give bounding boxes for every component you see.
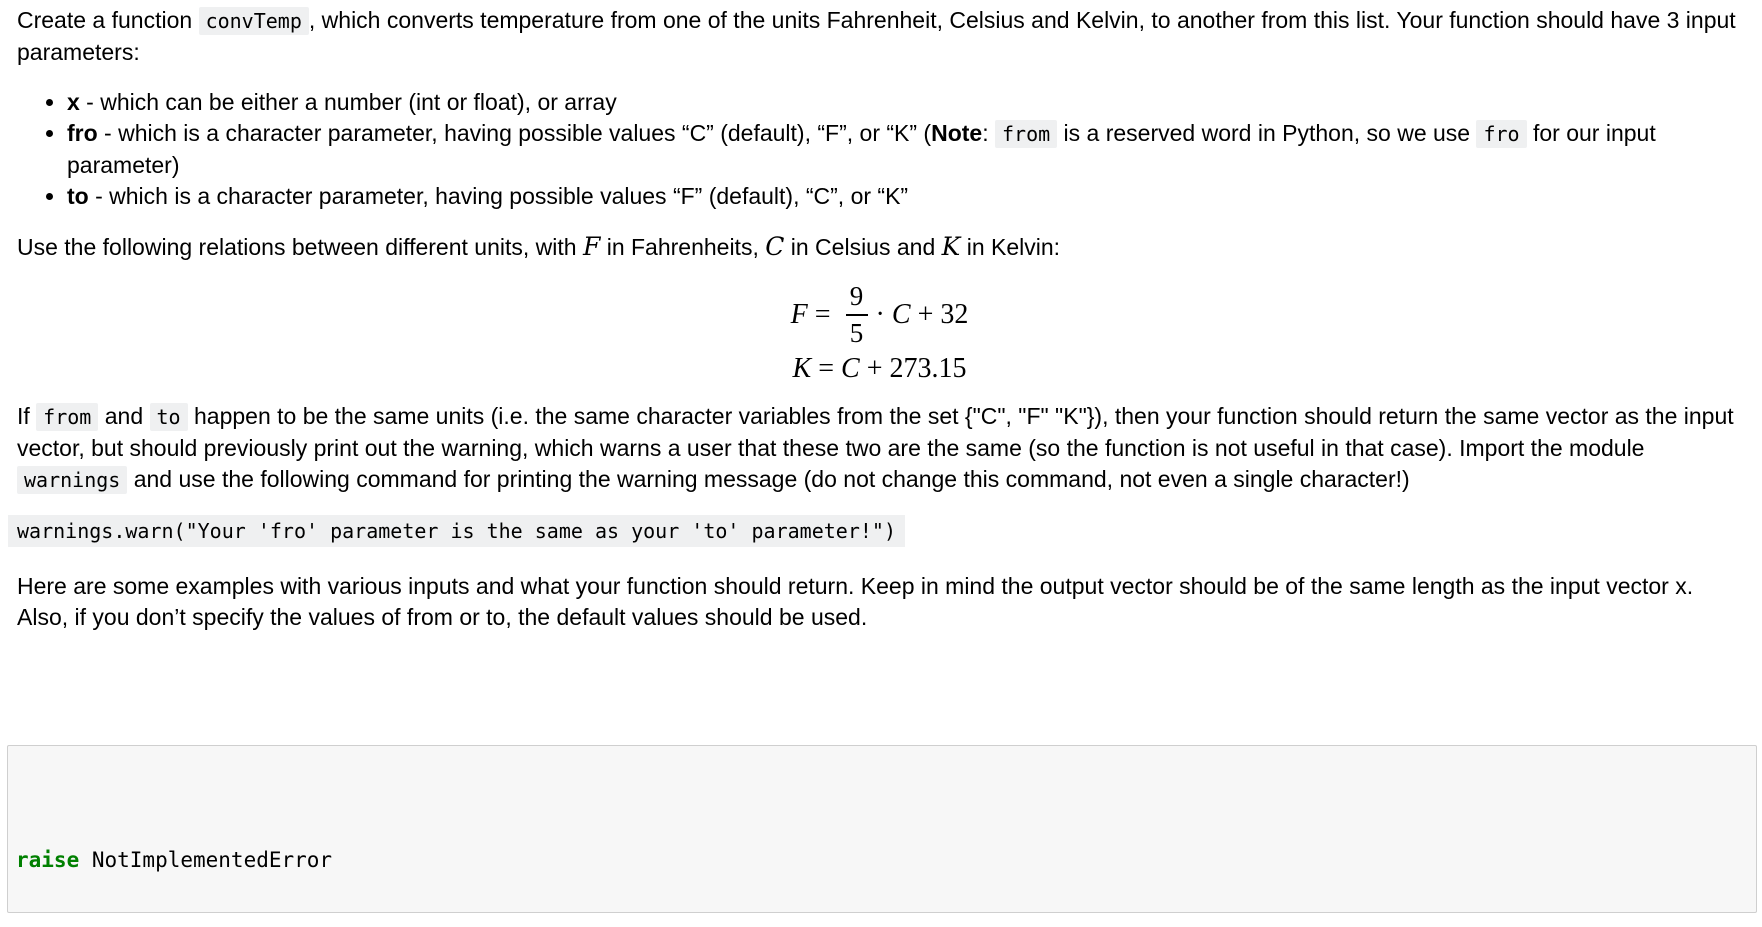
same-units-text: If — [17, 402, 37, 429]
relations-text: in Fahrenheits, — [600, 234, 766, 260]
equations-block — [17, 283, 1742, 383]
relations-text: Use the following relations between different units, with — [17, 234, 583, 260]
math-var-c: C — [765, 232, 785, 261]
intro-text-1: Create a function — [17, 7, 199, 33]
same-units-text: and — [98, 402, 150, 429]
param-desc: - which can be either a number (int or float), or array — [79, 89, 617, 115]
equation-kelvin — [792, 352, 967, 384]
code-line[interactable] — [16, 846, 332, 874]
math-var-f: F — [582, 232, 601, 261]
eq-lhs: F — [790, 298, 808, 330]
intro-paragraph — [17, 5, 1742, 68]
note-separator: : — [982, 120, 995, 146]
note-text: is a reserved word in Python, so we use — [1057, 120, 1477, 146]
code-rest: NotImplementedError — [79, 848, 333, 872]
eq-equals: = — [807, 298, 838, 330]
param-desc: - which is a character parameter, having possible values “F” (default), “C”, or “K” — [88, 183, 909, 209]
code-from: from — [36, 403, 98, 431]
code-warnings: warnings — [17, 466, 127, 494]
function-name-code: convTemp — [199, 7, 309, 35]
math-var-k: K — [941, 232, 961, 261]
same-units-text: and use the following command for printing the warning message (do not change this command, not even a single character!) — [127, 465, 1410, 492]
param-name: fro — [67, 120, 98, 146]
note-end: for our input parameter) — [67, 120, 1656, 178]
eq-lhs: K — [792, 352, 812, 384]
fraction-numerator: 9 — [849, 281, 864, 311]
code-cell[interactable] — [7, 745, 1757, 913]
param-name: to — [67, 183, 89, 209]
intro-text-2: , which converts temperature from one of the units Fahrenheit, Celsius and Kelvin, to another from this list. Your function should have 3 input parameters: — [17, 7, 1736, 65]
assignment-description — [17, 5, 1742, 633]
parameter-list — [17, 87, 1742, 212]
code-from: from — [995, 120, 1057, 148]
relations-text: in Kelvin: — [960, 234, 1061, 260]
equation-fahrenheit — [791, 283, 969, 347]
warning-command-code: warnings.warn("Your 'fro' parameter is the same as your 'to' parameter!") — [8, 515, 905, 547]
code-to: to — [150, 403, 188, 431]
param-name: x — [67, 89, 80, 115]
code-fro: fro — [1476, 120, 1526, 148]
param-item-x — [67, 87, 1742, 118]
param-item-fro — [67, 118, 1742, 181]
eq-equals: = — [811, 352, 841, 384]
eq-tail: + 273.15 — [859, 352, 967, 384]
fraction-bar — [846, 314, 868, 316]
examples-paragraph: Here are some examples with various inputs and what your function should return. Keep in mind the output vector should be of the same length as the input vector x. Also, if you don’t specify the values of from or to, the default values should be used. — [17, 572, 1694, 630]
same-units-text: happen to be the same units (i.e. the same character variables from the set {"C", "F" "K"}), then your function should return the same vector as the input vector, but should previously print out the warning, which warns a user that these two are the same (so the function is not useful in that case). Import the module — [17, 402, 1734, 461]
fraction — [846, 283, 868, 347]
eq-var: C — [841, 352, 860, 384]
relations-text: in Celsius and — [784, 234, 942, 260]
note-label: Note — [931, 120, 983, 146]
relations-paragraph — [17, 231, 1742, 263]
eq-var: C — [891, 298, 911, 330]
keyword-raise: raise — [16, 848, 80, 872]
param-item-to — [67, 181, 1742, 212]
fraction-denominator: 5 — [849, 317, 864, 348]
param-desc: - which is a character parameter, having possible values “C” (default), “F”, or “K” ( — [97, 120, 932, 146]
eq-tail: + 32 — [910, 298, 969, 330]
same-units-paragraph — [17, 401, 1742, 496]
eq-dot: · — [875, 298, 892, 330]
